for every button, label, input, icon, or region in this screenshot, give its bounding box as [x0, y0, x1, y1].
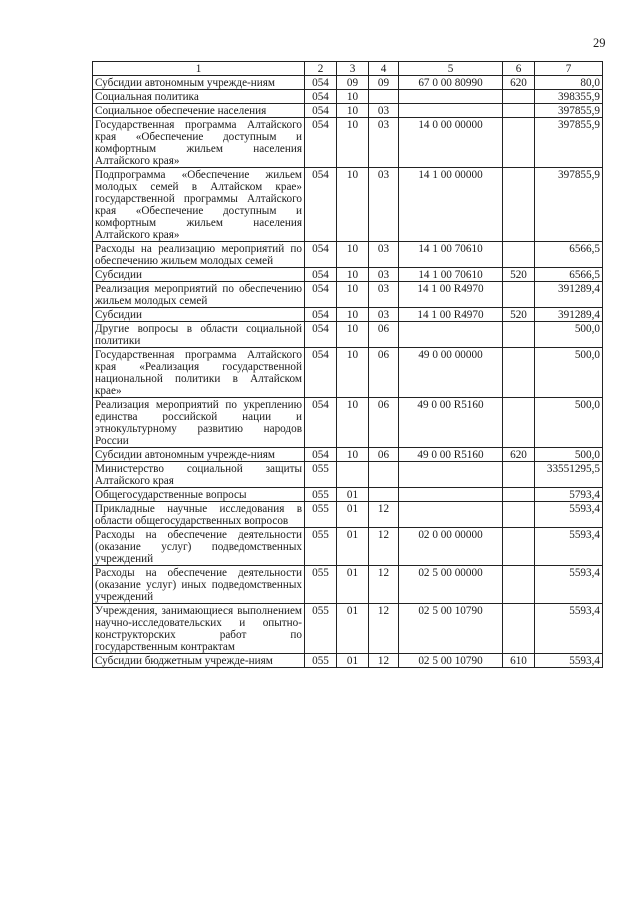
subsection-code: 06: [369, 448, 399, 462]
row-name: Министерство социальной защиты Алтайского края: [93, 462, 305, 488]
subsection-code: 03: [369, 168, 399, 242]
ministry-code: 054: [305, 448, 337, 462]
section-code: [337, 462, 369, 488]
section-code: 10: [337, 398, 369, 448]
column-header: 2: [305, 62, 337, 76]
subsection-code: 06: [369, 398, 399, 448]
table-row: [93, 654, 603, 668]
expense-type-code: [503, 168, 535, 242]
row-name: Общегосударственные вопросы: [93, 488, 305, 502]
row-name: Субсидии: [93, 268, 305, 282]
expense-type-code: [503, 90, 535, 104]
section-code: 10: [337, 308, 369, 322]
table-row: [93, 398, 603, 448]
column-header: 7: [535, 62, 603, 76]
section-code: 09: [337, 76, 369, 90]
amount: 5593,4: [535, 502, 603, 528]
table-row: [93, 282, 603, 308]
table-row: [93, 268, 603, 282]
table-row: [93, 448, 603, 462]
target-article-code: [399, 90, 503, 104]
subsection-code: 06: [369, 348, 399, 398]
row-name: Реализация мероприятий по обеспечению жильем молодых семей: [93, 282, 305, 308]
amount: 391289,4: [535, 282, 603, 308]
target-article-code: 49 0 00 R5160: [399, 398, 503, 448]
subsection-code: 12: [369, 654, 399, 668]
expense-type-code: [503, 282, 535, 308]
amount: 397855,9: [535, 104, 603, 118]
subsection-code: 03: [369, 104, 399, 118]
subsection-code: 03: [369, 282, 399, 308]
table-row: [93, 242, 603, 268]
expense-type-code: [503, 488, 535, 502]
row-name: Субсидии бюджетным учрежде-ниям: [93, 654, 305, 668]
row-name: Субсидии: [93, 308, 305, 322]
table-row: [93, 76, 603, 90]
section-code: 10: [337, 268, 369, 282]
target-article-code: 49 0 00 00000: [399, 348, 503, 398]
ministry-code: 054: [305, 104, 337, 118]
table-row: [93, 168, 603, 242]
ministry-code: 054: [305, 398, 337, 448]
amount: 6566,5: [535, 268, 603, 282]
amount: 397855,9: [535, 168, 603, 242]
table-row: [93, 604, 603, 654]
section-code: 10: [337, 242, 369, 268]
target-article-code: 02 0 00 00000: [399, 528, 503, 566]
subsection-code: 09: [369, 76, 399, 90]
ministry-code: 055: [305, 604, 337, 654]
target-article-code: 14 0 00 00000: [399, 118, 503, 168]
expense-type-code: [503, 502, 535, 528]
amount: 5593,4: [535, 654, 603, 668]
column-header: 1: [93, 62, 305, 76]
amount: 500,0: [535, 322, 603, 348]
ministry-code: 055: [305, 462, 337, 488]
section-code: 01: [337, 528, 369, 566]
subsection-code: [369, 462, 399, 488]
row-name: Социальная политика: [93, 90, 305, 104]
ministry-code: 055: [305, 488, 337, 502]
table-row: [93, 104, 603, 118]
target-article-code: 14 1 00 00000: [399, 168, 503, 242]
amount: 398355,9: [535, 90, 603, 104]
table-row: [93, 502, 603, 528]
expense-type-code: 620: [503, 76, 535, 90]
target-article-code: [399, 322, 503, 348]
amount: 500,0: [535, 348, 603, 398]
section-code: 10: [337, 118, 369, 168]
row-name: Государственная программа Алтайского края «Реализация государственной национальной политики в Алтайском крае»: [93, 348, 305, 398]
expense-type-code: [503, 462, 535, 488]
target-article-code: 14 1 00 R4970: [399, 308, 503, 322]
row-name: Социальное обеспечение населения: [93, 104, 305, 118]
target-article-code: 49 0 00 R5160: [399, 448, 503, 462]
ministry-code: 054: [305, 268, 337, 282]
row-name: Субсидии автономным учрежде-ниям: [93, 448, 305, 462]
amount: 500,0: [535, 448, 603, 462]
subsection-code: 12: [369, 566, 399, 604]
section-code: 10: [337, 348, 369, 398]
subsection-code: 03: [369, 308, 399, 322]
expense-type-code: 520: [503, 268, 535, 282]
row-name: Расходы на обеспечение деятельности (оказание услуг) подведомственных учреждений: [93, 528, 305, 566]
subsection-code: 12: [369, 528, 399, 566]
row-name: Субсидии автономным учрежде-ниям: [93, 76, 305, 90]
page-number: 29: [593, 36, 606, 50]
ministry-code: 054: [305, 322, 337, 348]
table-row: [93, 322, 603, 348]
budget-table: [92, 61, 603, 668]
table-header-row: [93, 62, 603, 76]
target-article-code: 14 1 00 70610: [399, 242, 503, 268]
table-row: [93, 488, 603, 502]
target-article-code: [399, 462, 503, 488]
row-name: Учреждения, занимающиеся выполнением научно-исследовательских и опытно-конструкторских работ по государственным контрактам: [93, 604, 305, 654]
section-code: 10: [337, 322, 369, 348]
expense-type-code: [503, 348, 535, 398]
amount: 5593,4: [535, 528, 603, 566]
section-code: 01: [337, 566, 369, 604]
subsection-code: 03: [369, 268, 399, 282]
expense-type-code: [503, 118, 535, 168]
section-code: 10: [337, 282, 369, 308]
expense-type-code: [503, 604, 535, 654]
column-header: 4: [369, 62, 399, 76]
table-row: [93, 462, 603, 488]
section-code: 10: [337, 168, 369, 242]
amount: 5593,4: [535, 604, 603, 654]
target-article-code: [399, 488, 503, 502]
amount: 33551295,5: [535, 462, 603, 488]
expense-type-code: 520: [503, 308, 535, 322]
column-header: 3: [337, 62, 369, 76]
target-article-code: [399, 502, 503, 528]
row-name: Прикладные научные исследования в области общегосударственных вопросов: [93, 502, 305, 528]
ministry-code: 055: [305, 566, 337, 604]
table-row: [93, 90, 603, 104]
expense-type-code: [503, 322, 535, 348]
amount: 5593,4: [535, 566, 603, 604]
row-name: Другие вопросы в области социальной политики: [93, 322, 305, 348]
ministry-code: 054: [305, 242, 337, 268]
expense-type-code: 610: [503, 654, 535, 668]
section-code: 10: [337, 448, 369, 462]
column-header: 6: [503, 62, 535, 76]
amount: 391289,4: [535, 308, 603, 322]
section-code: 01: [337, 502, 369, 528]
ministry-code: 054: [305, 90, 337, 104]
ministry-code: 055: [305, 528, 337, 566]
expense-type-code: [503, 104, 535, 118]
target-article-code: [399, 104, 503, 118]
ministry-code: 055: [305, 502, 337, 528]
section-code: 01: [337, 654, 369, 668]
subsection-code: 03: [369, 118, 399, 168]
table-row: [93, 566, 603, 604]
expense-type-code: 620: [503, 448, 535, 462]
section-code: 01: [337, 488, 369, 502]
subsection-code: 12: [369, 604, 399, 654]
expense-type-code: [503, 398, 535, 448]
expense-type-code: [503, 528, 535, 566]
expense-type-code: [503, 242, 535, 268]
subsection-code: [369, 90, 399, 104]
row-name: Государственная программа Алтайского края «Обеспечение доступным и комфортным жильем населения Алтайского края»: [93, 118, 305, 168]
ministry-code: 054: [305, 168, 337, 242]
subsection-code: 12: [369, 502, 399, 528]
subsection-code: [369, 488, 399, 502]
section-code: 01: [337, 604, 369, 654]
ministry-code: 054: [305, 118, 337, 168]
table-row: [93, 118, 603, 168]
amount: 5793,4: [535, 488, 603, 502]
row-name: Расходы на обеспечение деятельности (оказание услуг) иных подведомственных учреждений: [93, 566, 305, 604]
ministry-code: 054: [305, 308, 337, 322]
ministry-code: 054: [305, 282, 337, 308]
target-article-code: 14 1 00 R4970: [399, 282, 503, 308]
ministry-code: 055: [305, 654, 337, 668]
target-article-code: 14 1 00 70610: [399, 268, 503, 282]
amount: 6566,5: [535, 242, 603, 268]
section-code: 10: [337, 104, 369, 118]
ministry-code: 054: [305, 76, 337, 90]
column-header: 5: [399, 62, 503, 76]
amount: 80,0: [535, 76, 603, 90]
expense-type-code: [503, 566, 535, 604]
subsection-code: 03: [369, 242, 399, 268]
amount: 397855,9: [535, 118, 603, 168]
subsection-code: 06: [369, 322, 399, 348]
row-name: Подпрограмма «Обеспечение жильем молодых семей в Алтайском крае» государственной программы Алтайского края «Обеспечение доступным и комфортным жильем населения Алтайского края»: [93, 168, 305, 242]
row-name: Реализация мероприятий по укреплению единства российской нации и этнокультурному развитию народов России: [93, 398, 305, 448]
table-row: [93, 528, 603, 566]
section-code: 10: [337, 90, 369, 104]
target-article-code: 02 5 00 00000: [399, 566, 503, 604]
target-article-code: 02 5 00 10790: [399, 654, 503, 668]
table-row: [93, 308, 603, 322]
row-name: Расходы на реализацию мероприятий по обеспечению жильем молодых семей: [93, 242, 305, 268]
target-article-code: 67 0 00 80990: [399, 76, 503, 90]
target-article-code: 02 5 00 10790: [399, 604, 503, 654]
ministry-code: 054: [305, 348, 337, 398]
amount: 500,0: [535, 398, 603, 448]
table-row: [93, 348, 603, 398]
